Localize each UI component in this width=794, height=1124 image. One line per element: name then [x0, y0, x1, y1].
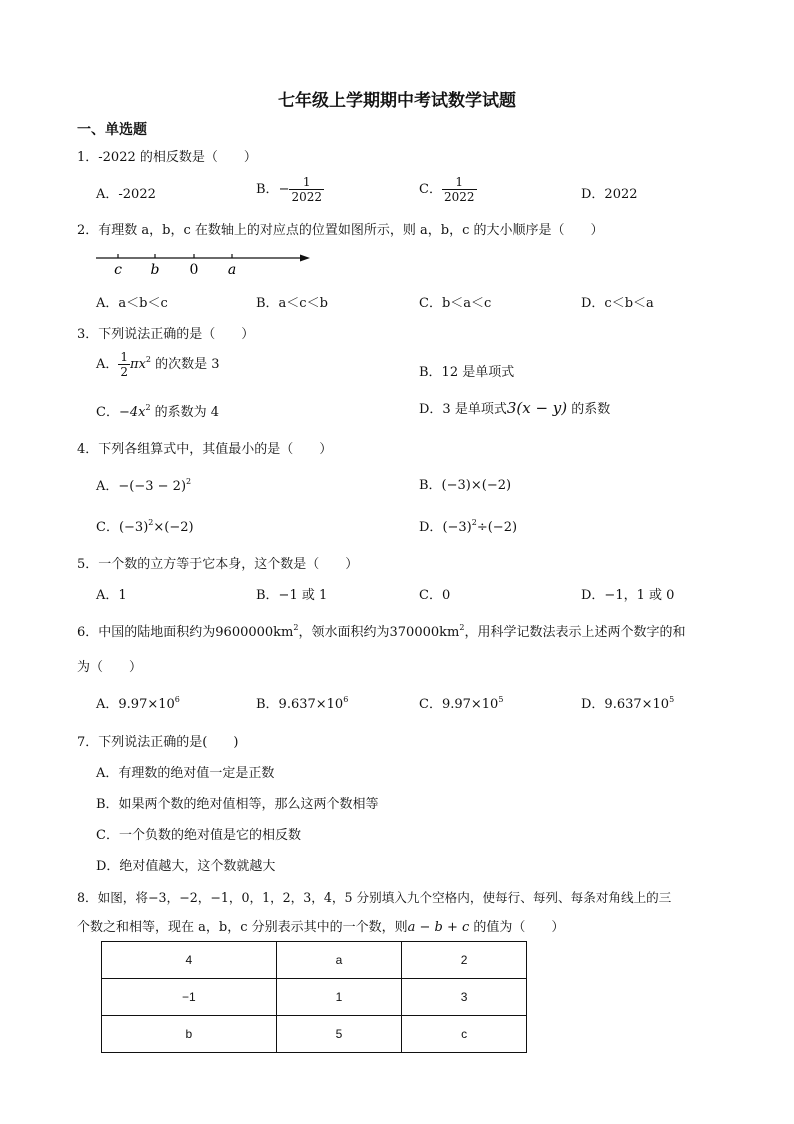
q6-option-b	[256, 693, 348, 712]
table-cell: −1	[102, 979, 277, 1016]
section-heading: 一、单选题	[77, 122, 147, 138]
q6-stem-part2: ，领水面积约为	[298, 625, 390, 640]
q4-option-d-base: (−3)	[442, 520, 472, 535]
q1-option-b-prefix: B．	[256, 182, 279, 197]
q3-option-a-numerator: 1	[120, 350, 129, 364]
q6-area1-exp: 2	[293, 623, 299, 632]
q6-option-a	[96, 693, 180, 712]
q6-option-a-exp: 6	[174, 695, 180, 704]
label-0: 0	[189, 262, 199, 278]
q8-stem-line2-a: 个数之和相等，现在 a，b，c 分别表示其中的一个数，则	[77, 920, 408, 935]
q8-stem-expr: a − b + c	[407, 920, 470, 935]
table-cell: 4	[102, 942, 277, 979]
q3-option-c-exp: 2	[145, 403, 151, 412]
number-line-figure	[92, 246, 314, 278]
q7-option-d: D．绝对值越大，这个数就越大	[96, 859, 276, 874]
table-cell: b	[102, 1016, 277, 1053]
q4-option-d	[419, 516, 517, 535]
q5-option-a: A．1	[96, 588, 127, 603]
q1-option-b	[256, 175, 324, 204]
q7-option-a: A．有理数的绝对值一定是正数	[96, 766, 275, 781]
q4-option-d-prefix: D．	[419, 520, 443, 535]
q1-option-a: A．-2022	[96, 187, 156, 202]
q4-option-c-exp: 2	[148, 518, 154, 527]
q6-area1: 9600000km	[215, 625, 294, 640]
q5-stem: 5．一个数的立方等于它本身，这个数是（ ）	[77, 557, 359, 572]
q6-option-d-text: D．9.637×10	[581, 697, 670, 712]
q6-option-d	[581, 693, 674, 712]
q5-option-c: C．0	[419, 588, 451, 603]
q6-option-b-text: B．9.637×10	[256, 697, 344, 712]
table-row	[102, 979, 527, 1016]
q1-option-c	[419, 175, 477, 204]
q6-stem-line2: 为（ ）	[77, 660, 143, 675]
q4-option-d-rest: ÷(−2)	[476, 520, 518, 535]
table-row	[102, 942, 527, 979]
q6-stem-part3: ，用科学记数法表示上述两个数字的和	[464, 625, 686, 640]
q8-stem-line1: 8．如图，将−3，−2，−1，0，1，2，3，4，5 分别填入九个空格内，使每行、每列、每条对角线上的三	[77, 890, 672, 905]
q3-option-b: B．12 是单项式	[419, 365, 515, 380]
q1-option-c-fraction	[442, 175, 477, 204]
table-cell: 5	[276, 1016, 402, 1053]
q3-option-c-tail: 的系数为 4	[150, 405, 220, 420]
q8-stem-line2-b: 的值为（ ）	[469, 920, 565, 935]
number-line-arrow	[300, 255, 310, 262]
magic-square-table	[101, 941, 527, 1053]
q3-option-c	[96, 401, 219, 420]
table-row	[102, 1016, 527, 1053]
q1-option-b-denominator: 2022	[291, 190, 323, 204]
q4-option-a	[96, 475, 191, 494]
q4-stem: 4．下列各组算式中，其值最小的是（ ）	[77, 442, 333, 457]
q6-area2: 370000km	[389, 625, 460, 640]
q7-option-c: C．一个负数的绝对值是它的相反数	[96, 828, 301, 843]
q6-area2-exp: 2	[459, 623, 465, 632]
q6-option-c-text: C．9.97×10	[419, 697, 499, 712]
q1-option-c-prefix: C．	[419, 182, 442, 197]
label-b: b	[150, 262, 160, 278]
q6-stem	[77, 621, 685, 640]
q4-option-a-exp: 2	[186, 477, 192, 486]
table-cell: a	[276, 942, 402, 979]
q4-option-a-expr: −(−3 − 2)	[118, 479, 187, 494]
q2-option-b: B．a＜c＜b	[256, 296, 328, 311]
q3-option-d-tail: 的系数	[567, 402, 611, 417]
table-cell: 2	[402, 942, 527, 979]
q1-option-b-numerator: 1	[302, 175, 311, 189]
q2-option-a: A．a＜b＜c	[96, 296, 168, 311]
q1-option-b-fraction	[289, 175, 324, 204]
table-cell: 3	[402, 979, 527, 1016]
q1-option-d: D．2022	[581, 187, 638, 202]
q3-option-d-expr: 3(x − y)	[506, 399, 568, 417]
q3-option-d	[419, 398, 610, 417]
q4-option-c-base: (−3)	[118, 520, 149, 535]
q6-option-d-exp: 5	[669, 695, 675, 704]
q1-option-c-denominator: 2022	[443, 190, 475, 204]
q3-option-c-expr: −4x	[118, 405, 146, 420]
q6-option-a-text: A．9.97×10	[96, 697, 175, 712]
q3-stem: 3．下列说法正确的是（ ）	[77, 327, 255, 342]
q5-option-b: B．−1 或 1	[256, 588, 328, 603]
q4-option-c	[96, 516, 194, 535]
q3-option-a-denominator: 2	[120, 365, 129, 379]
q3-option-c-prefix: C．	[96, 405, 119, 420]
q3-option-a-tail: 的次数是 3	[151, 357, 220, 372]
q8-stem-line2	[77, 916, 564, 935]
q6-option-c-exp: 5	[498, 695, 504, 704]
q2-stem: 2．有理数 a，b，c 在数轴上的对应点的位置如图所示，则 a，b，c 的大小顺序是（ ）	[77, 223, 604, 238]
q2-option-c: C．b＜a＜c	[419, 296, 492, 311]
table-cell: c	[402, 1016, 527, 1053]
q3-option-a	[96, 350, 220, 379]
q4-option-a-prefix: A．	[96, 479, 119, 494]
page-title: 七年级上学期期中考试数学试题	[278, 91, 516, 111]
q5-option-d: D．−1，1 或 0	[581, 588, 675, 603]
q7-option-b: B．如果两个数的绝对值相等，那么这两个数相等	[96, 797, 379, 812]
q1-option-b-sign: −	[278, 182, 290, 197]
q3-option-a-expr: πx	[130, 357, 146, 372]
q3-option-d-prefix: D．3 是单项式	[419, 402, 507, 417]
q4-option-c-rest: ×(−2)	[153, 520, 194, 535]
q1-option-c-numerator: 1	[455, 175, 464, 189]
q4-option-b: B．(−3)×(−2)	[419, 478, 512, 493]
q2-option-d: D．c＜b＜a	[581, 296, 654, 311]
q3-option-a-prefix: A．	[96, 357, 119, 372]
q1-stem: 1．-2022 的相反数是（ ）	[77, 150, 257, 165]
q6-option-c	[419, 693, 503, 712]
q6-option-b-exp: 6	[343, 695, 349, 704]
table-cell: 1	[276, 979, 402, 1016]
q6-stem-part1: 6．中国的陆地面积约为	[77, 625, 216, 640]
q3-option-a-exp: 2	[145, 355, 152, 364]
q3-option-a-fraction	[118, 350, 130, 379]
q4-option-c-prefix: C．	[96, 520, 119, 535]
label-a: a	[227, 262, 237, 278]
q4-option-d-exp: 2	[471, 518, 477, 527]
q7-stem: 7．下列说法正确的是( )	[77, 735, 239, 750]
label-c: c	[114, 262, 122, 278]
